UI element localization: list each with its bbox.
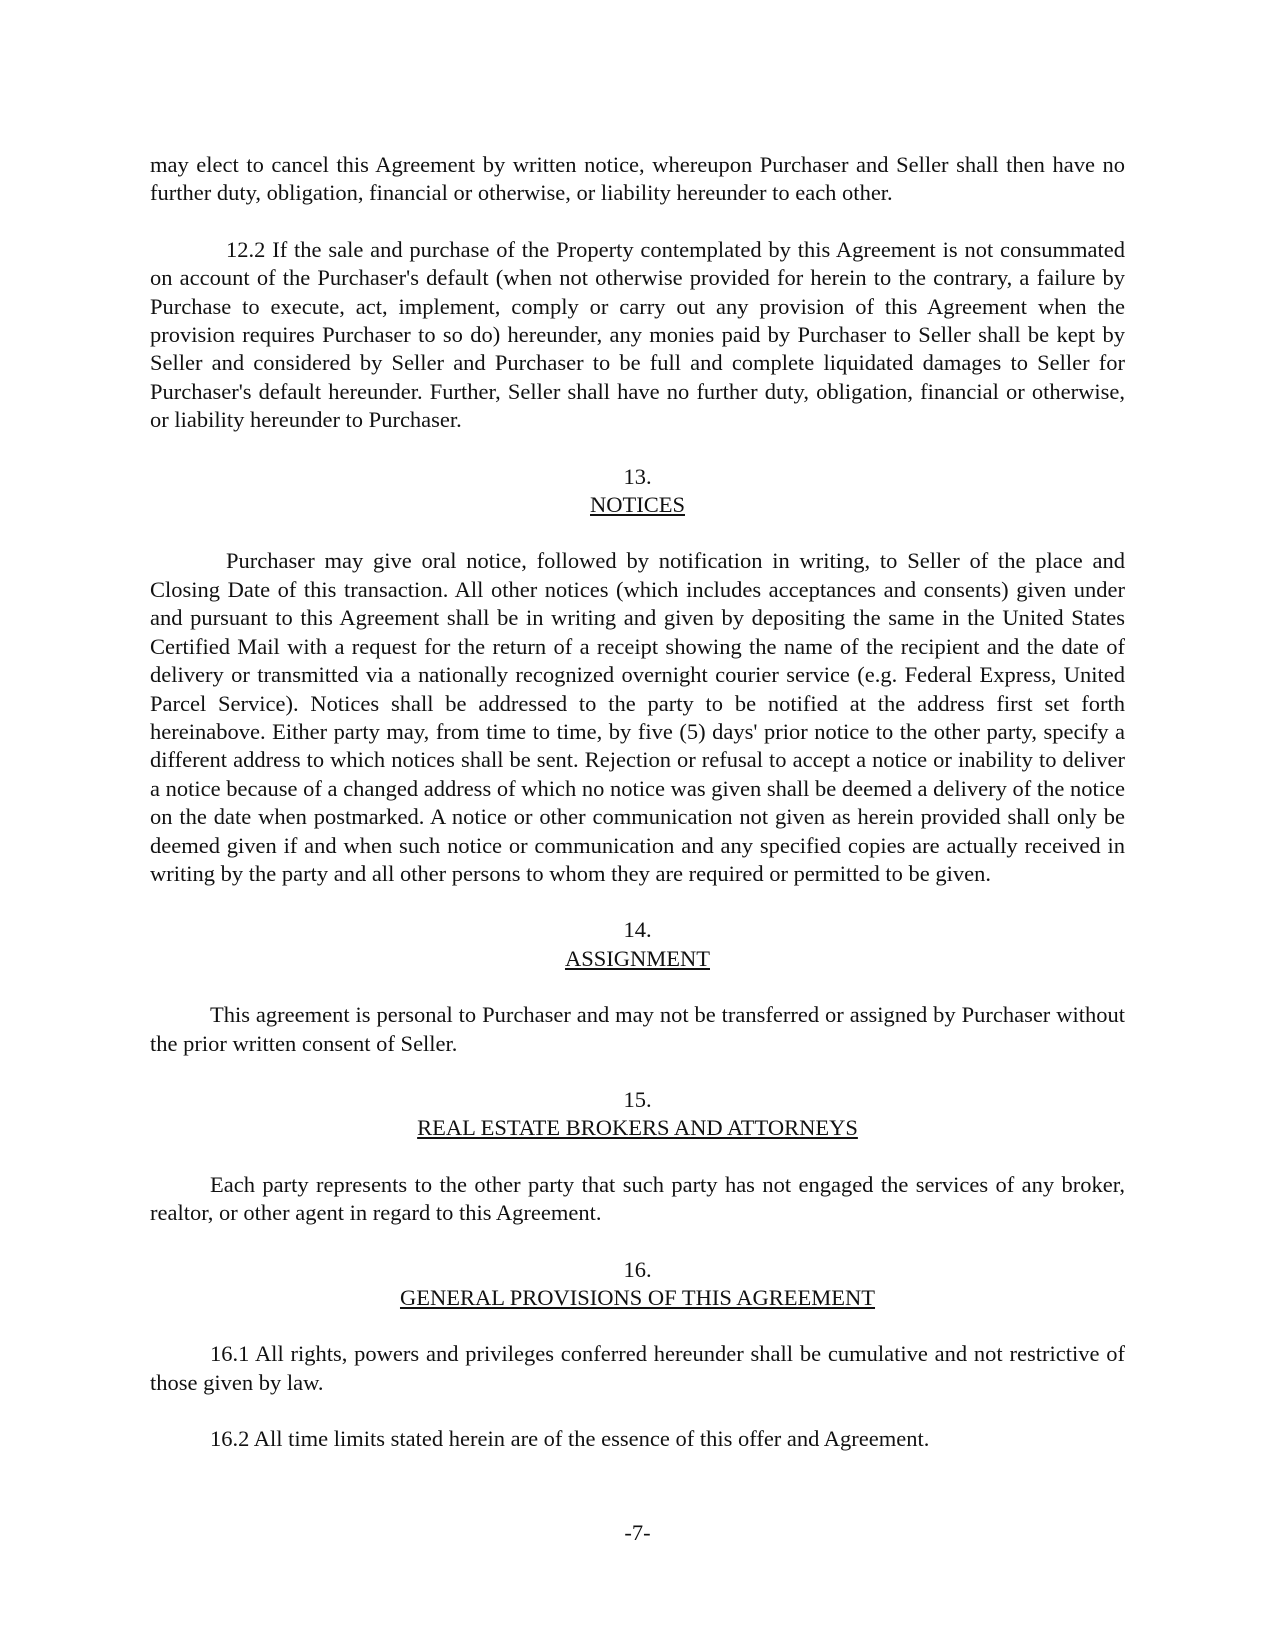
paragraph-15-brokers: Each party represents to the other party that such party has not engaged the services of any broker, realtor, or other agent in regard to this Agreement. — [150, 1171, 1125, 1226]
paragraph-16-2: 16.2 All time limits stated herein are of the essence of this offer and Agreement. — [210, 1426, 930, 1452]
paragraph-13-notices: Purchaser may give oral notice, followed by notification in writing, to Seller of the place and Closing Date of this transaction. All other notices (which includes acceptances and consents) given under and pursuant to this Agreement shall be in writing and given by depositing the same in the United States Certified Mail with a request for the return of a receipt showing the name of the recipient and the date of delivery or transmitted via a nationally recognized overnight courier service (e.g. Federal Express, United Parcel Service). Notices shall be addressed to the party to be notified at the address first set forth hereinabove. Either party may, from time to time, by five (5) days' prior notice to the other party, specify a different address to which notices shall be sent. Rejection or refusal to accept a notice or inability to deliver a notice because of a changed address of which no notice was given shall be deemed a delivery of the notice on the date when postmarked. A notice or other communication not given as herein provided shall only be deemed given if and when such notice or communication and any specified copies are actually received in writing by the party and all other persons to whom they are required or permitted to be given. — [150, 548, 1125, 886]
section-title: REAL ESTATE BROKERS AND ATTORNEYS — [417, 1115, 858, 1141]
section-number: 16. — [623, 1256, 652, 1282]
section-number: 15. — [623, 1086, 652, 1112]
section-title: GENERAL PROVISIONS OF THIS AGREEMENT — [399, 1285, 876, 1310]
section-heading-16 — [150, 1256, 1125, 1313]
section-title: NOTICES — [590, 492, 685, 518]
section-heading-14 — [150, 916, 1125, 973]
paragraph-continuation: may elect to cancel this Agreement by written notice, whereupon Purchaser and Seller shall then have no further duty, obligation, financial or otherwise, or liability hereunder to each other. — [150, 152, 1125, 206]
paragraph-14-assignment: This agreement is personal to Purchaser and may not be transferred or assigned by Purchaser without the prior written consent of Seller. — [150, 1002, 1125, 1056]
paragraph-16-1: 16.1 All rights, powers and privileges conferred hereunder shall be cumulative and not restrictive of those given by law. — [150, 1341, 1125, 1395]
section-number: 13. — [623, 463, 652, 489]
paragraph-12-2: 12.2 If the sale and purchase of the Property contemplated by this Agreement is not consummated on account of the Purchaser's default (when not otherwise provided for herein to the contrary, a failure by Purchase to execute, act, implement, comply or carry out any provision of this Agreement when the provision requires Purchaser to so do) hereunder, any monies paid by Purchaser to Seller shall be kept by Seller and considered by Seller and Purchaser to be full and complete liquidated damages to Seller for Purchaser's default hereunder. Further, Seller shall have no further duty, obligation, financial or otherwise, or liability hereunder to Purchaser. — [150, 236, 1125, 433]
section-heading-13 — [150, 463, 1125, 520]
page-number: -7- — [624, 1520, 651, 1545]
section-number: 14. — [623, 917, 652, 943]
section-title: ASSIGNMENT — [564, 945, 710, 971]
section-heading-15 — [150, 1086, 1125, 1143]
